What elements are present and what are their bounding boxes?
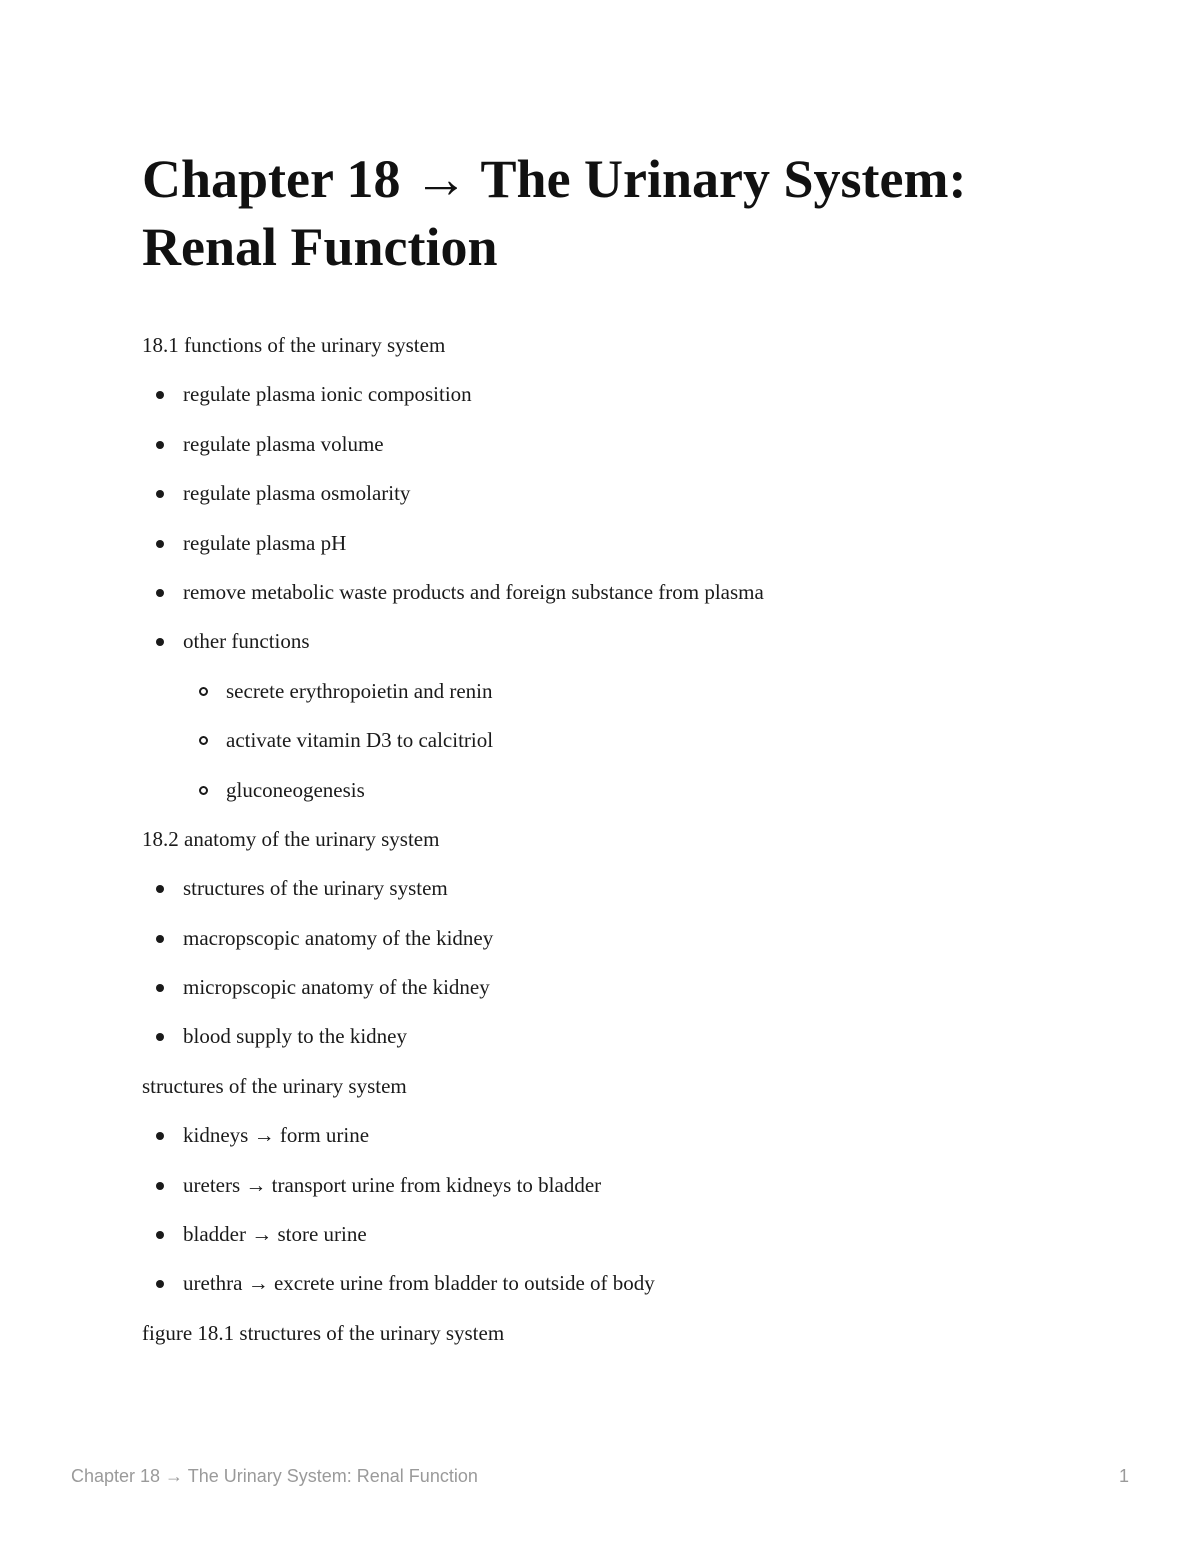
sub-list-item: secrete erythropoietin and renin [142, 679, 1102, 728]
list-item: regulate plasma ionic composition [142, 382, 1102, 431]
anatomy-list [142, 876, 1102, 1074]
list-item: structures of the urinary system [142, 876, 1102, 925]
document-title-line-2: Renal Function [142, 217, 498, 277]
page-number: 1 [1118, 1466, 1129, 1486]
page-footer [71, 1466, 1129, 1487]
section-heading-18-1: 18.1 functions of the urinary system [142, 333, 446, 357]
sub-list-item: activate vitamin D3 to calcitriol [142, 728, 1102, 777]
list-item: remove metabolic waste products and foreign substance from plasma [142, 580, 1102, 629]
list-item: urethra → excrete urine from bladder to outside of body [142, 1271, 1102, 1320]
section-heading-structures: structures of the urinary system [142, 1073, 407, 1098]
document-title-line-1: Chapter 18 → The Urinary System: [142, 149, 967, 209]
sub-list-item: gluconeogenesis [142, 778, 1102, 827]
page-content [142, 145, 1102, 1370]
document-title [142, 145, 1102, 281]
list-item: regulate plasma osmolarity [142, 481, 1102, 530]
other-functions-sublist [142, 679, 1102, 827]
list-item: regulate plasma volume [142, 432, 1102, 481]
structures-list [142, 1123, 1102, 1321]
list-item: regulate plasma pH [142, 531, 1102, 580]
list-item: bladder → store urine [142, 1222, 1102, 1271]
list-item: other functions [142, 629, 1102, 678]
list-item: macropscopic anatomy of the kidney [142, 926, 1102, 975]
list-item: blood supply to the kidney [142, 1024, 1102, 1073]
functions-list [142, 382, 1102, 678]
section-heading-18-2: 18.2 anatomy of the urinary system [142, 826, 440, 851]
list-item: ureters → transport urine from kidneys to bladder [142, 1173, 1102, 1222]
list-item: micropscopic anatomy of the kidney [142, 975, 1102, 1024]
list-item: kidneys → form urine [142, 1123, 1102, 1172]
footer-running-title: Chapter 18 → The Urinary System: Renal Function [71, 1466, 478, 1486]
figure-caption: figure 18.1 structures of the urinary system [142, 1320, 505, 1345]
